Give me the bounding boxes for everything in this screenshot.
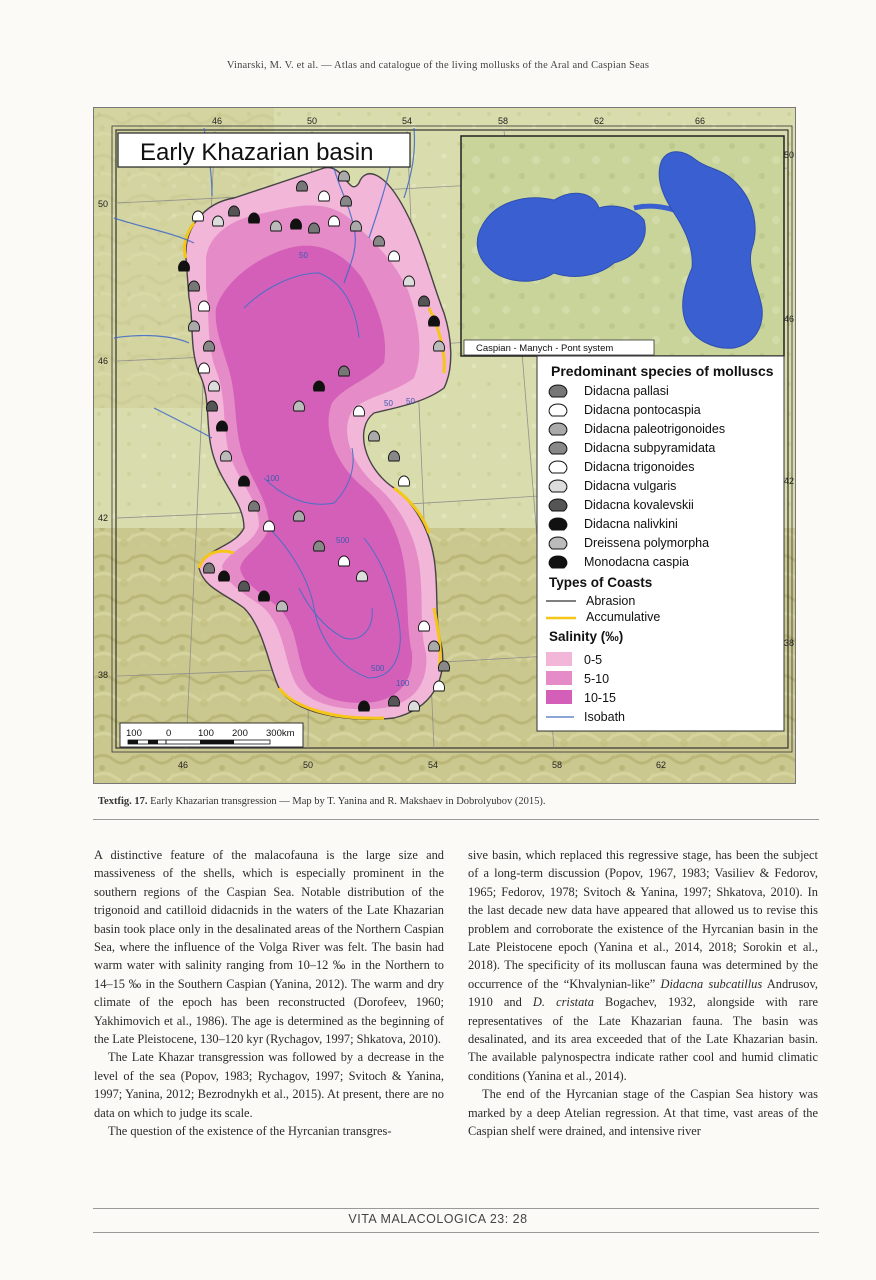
body-text: Bogachev, 1932, alongside with rare representatives of the Late Khazarian fauna. The basin was desalinated, and its area exceeded that of the Late Khazarian basin. The available palynospectra indicate rather cool and humid climatic conditions (Yanina et al., 2014). [468,995,818,1083]
shell-symbol-icon [549,537,567,549]
shell-marker-icon [198,301,209,311]
shell-marker-icon [388,451,399,461]
isobath-label: 50 [406,397,415,406]
shell-marker-icon [438,661,449,671]
shell-marker-icon [208,381,219,391]
top-tick: 54 [402,116,413,126]
right-tick: 46 [783,314,794,324]
top-tick: 58 [498,116,509,126]
shell-marker-icon [356,571,367,581]
body-column-right [468,846,818,1141]
shell-marker-icon [178,261,189,271]
caption-text: Early Khazarian transgression — Map by T. Yanina and R. Makshaev in Dobrolyubov (2015). [147,796,546,807]
shell-marker-icon [212,216,223,226]
isobath-label: 100 [266,474,280,483]
figure-caption [98,796,545,807]
scale-bar [120,723,303,747]
legend-species-item: Didacna pontocaspia [584,403,701,417]
legend-species-item: Didacna paleotrigonoides [584,422,726,436]
left-tick: 50 [98,199,109,209]
body-paragraph: The end of the Hyrcanian stage of the Caspian Sea history was marked by a deep Atelian regression. At that time, vast areas of the Caspian shelf were drained, and intensive river [468,1087,818,1139]
shell-marker-icon [418,621,429,631]
shell-symbol-icon [549,499,567,511]
shell-symbol-icon [549,556,567,568]
shell-marker-icon [318,191,329,201]
shell-marker-icon [203,563,214,573]
shell-marker-icon [388,251,399,261]
map-title-box [118,133,410,167]
isobath-label: 50 [384,399,393,408]
shell-marker-icon [296,181,307,191]
map-figure [93,107,796,784]
legend-species-item: Didacna trigonoides [584,460,695,474]
shell-marker-icon [220,451,231,461]
legend-species-item: Didacna pallasi [584,384,669,398]
shell-marker-icon [313,541,324,551]
body-paragraph: A distinctive feature of the malacofauna is the large size and massiveness of the shells, which is especially prominent in the southern regions of the Caspian Sea. Notable distribution of the trigonoid and catilloid didacnids in the waters of the Late Khazarian basin took place only in the desalinated areas of the Northern Caspian Sea, where the influence of the Volga River was felt. The basin had warm water with salinity ranging from 10–12 ‰ in the Northern to 14–15 ‰ in the Southern Caspian (Yanina, 2012). The warm and dry climate of the epoch has been reconstructed (Dorofeev, 1960; Yakhimovich et al., 1986). The age is determined as the beginning of the Late Pleistocene, 130–120 kyr (Rychagov, 1997; Shkatova, 2010). [94,848,444,1047]
bottom-tick: 62 [656,760,667,770]
legend-salinity-item: 10-15 [584,691,616,705]
bottom-tick: 46 [178,760,189,770]
shell-marker-icon [373,236,384,246]
shell-marker-icon [270,221,281,231]
shell-marker-icon [188,281,199,291]
shell-marker-icon [313,381,324,391]
species-name: D. cristata [532,995,594,1010]
isobath-label: 500 [336,536,350,545]
legend-species-item: Monodacna caspia [584,555,689,569]
bottom-tick: 50 [303,760,314,770]
legend-species-title: Predominant species of molluscs [551,363,774,379]
shell-marker-icon [428,641,439,651]
salinity-swatch-0-5 [546,652,572,666]
shell-symbol-icon [549,442,567,454]
shell-marker-icon [338,366,349,376]
legend-salinity-title: Salinity (‰) [549,629,624,644]
body-paragraph [468,846,818,1085]
scale-label: 300km [266,728,295,739]
salinity-swatch-10-15 [546,690,572,704]
shell-marker-icon [216,421,227,431]
body-text: Andrusov, 1910 and [468,976,818,1010]
top-tick: 66 [695,116,706,126]
shell-symbol-icon [549,423,567,435]
shell-marker-icon [433,681,444,691]
body-paragraph: The Late Khazar transgression was followed by a decrease in the level of the sea (Popov, 1983; Rychagov, 1997; Svitoch & Yanina, 1997; Yanina, 2012; Bezrodnykh et al., 2015). At present, there are no data on which to judge its scale. [94,1050,444,1120]
shell-marker-icon [238,581,249,591]
shell-marker-icon [418,296,429,306]
legend-isobath-label: Isobath [584,710,626,724]
shell-marker-icon [293,511,304,521]
shell-marker-icon [258,591,269,601]
legend-species-item: Dreissena polymorpha [584,536,710,550]
legend-species-item: Didacna kovalevskii [584,498,694,512]
shell-marker-icon [293,401,304,411]
right-tick: 42 [783,476,794,486]
shell-symbol-icon [549,461,567,473]
shell-symbol-icon [549,385,567,397]
legend-species-item: Didacna vulgaris [584,479,677,493]
scale-label: 200 [232,728,248,739]
shell-marker-icon [198,363,209,373]
legend-coasts-title: Types of Coasts [549,575,653,590]
body-column-left [94,846,444,1141]
shell-marker-icon [206,401,217,411]
caption-label: Textfig. 17. [98,796,148,807]
top-tick: 46 [212,116,223,126]
legend-species-item: Didacna subpyramidata [584,441,716,455]
page-footer: VITA MALACOLOGICA 23: 28 [348,1212,528,1226]
shell-marker-icon [408,701,419,711]
bottom-tick: 58 [552,760,563,770]
left-tick: 42 [98,513,109,523]
shell-marker-icon [433,341,444,351]
shell-marker-icon [276,601,287,611]
shell-marker-icon [188,321,199,331]
legend-salinity-item: 0-5 [584,653,603,667]
shell-symbol-icon [549,404,567,416]
shell-marker-icon [238,476,249,486]
shell-marker-icon [192,211,203,221]
left-tick: 46 [98,356,109,366]
legend-coast-item: Abrasion [586,594,636,608]
body-text: sive basin, which replaced this regressive stage, has been the subject of a long-term discussion (Popov, 1967, 1983; Vasiliev & Fedorov, 1965; Fedorov, 1978; Svitoch & Yanina, 1997; Shkatova, 2010). In the last decade new data have appeared that allowed us to revise this problem and corroborate the existence of the Hyrcanian basin in the Late Pleistocene epoch (Yanina et al., 2014, 2018; Sorokin et al., 2018). The specificity of its molluscan fauna was determined by the occurrence of the “Khvalynian-like” [468,848,818,991]
shell-marker-icon [358,701,369,711]
shell-marker-icon [388,696,399,706]
salinity-swatch-5-10 [546,671,572,685]
isobath-label: 500 [371,664,385,673]
top-tick: 50 [307,116,318,126]
footer-rule-top [93,1208,819,1209]
species-name: Didacna subcatillus [660,976,763,991]
shell-marker-icon [398,476,409,486]
shell-marker-icon [218,571,229,581]
right-tick: 38 [783,638,794,648]
shell-marker-icon [328,216,339,226]
shell-marker-icon [308,223,319,233]
shell-symbol-icon [549,518,567,530]
bottom-tick: 54 [428,760,439,770]
map-title: Early Khazarian basin [140,139,374,166]
shell-marker-icon [228,206,239,216]
scale-label: 100 [126,728,142,739]
shell-marker-icon [403,276,414,286]
shell-symbol-icon [549,480,567,492]
shell-marker-icon [350,221,361,231]
shell-marker-icon [368,431,379,441]
top-tick: 62 [594,116,605,126]
running-head: Vinarski, M. V. et al. — Atlas and catalogue of the living mollusks of the Aral and Caspian Seas [226,60,650,71]
isobath-label: 100 [396,679,410,688]
shell-marker-icon [263,521,274,531]
left-tick: 38 [98,670,109,680]
map-legend [537,356,784,731]
caption-divider [93,819,819,820]
legend-species-item: Didacna nalivkini [584,517,678,531]
shell-marker-icon [340,196,351,206]
shell-marker-icon [338,556,349,566]
scale-label: 100 [198,728,214,739]
isobath-label: 50 [299,251,308,260]
shell-marker-icon [338,171,349,181]
footer-rule-bottom [93,1232,819,1233]
shell-marker-icon [248,501,259,511]
shell-marker-icon [428,316,439,326]
inset-map [461,136,784,356]
shell-marker-icon [203,341,214,351]
legend-salinity-item: 5-10 [584,672,610,686]
body-paragraph: The question of the existence of the Hyrcanian transgres- [108,1124,392,1139]
legend-coast-item: Accumulative [586,610,661,624]
shell-marker-icon [248,213,259,223]
scale-label: 0 [166,728,172,739]
shell-marker-icon [353,406,364,416]
inset-label: Caspian - Manych - Pont system [476,343,614,354]
right-tick: 50 [783,150,794,160]
shell-marker-icon [290,219,301,229]
